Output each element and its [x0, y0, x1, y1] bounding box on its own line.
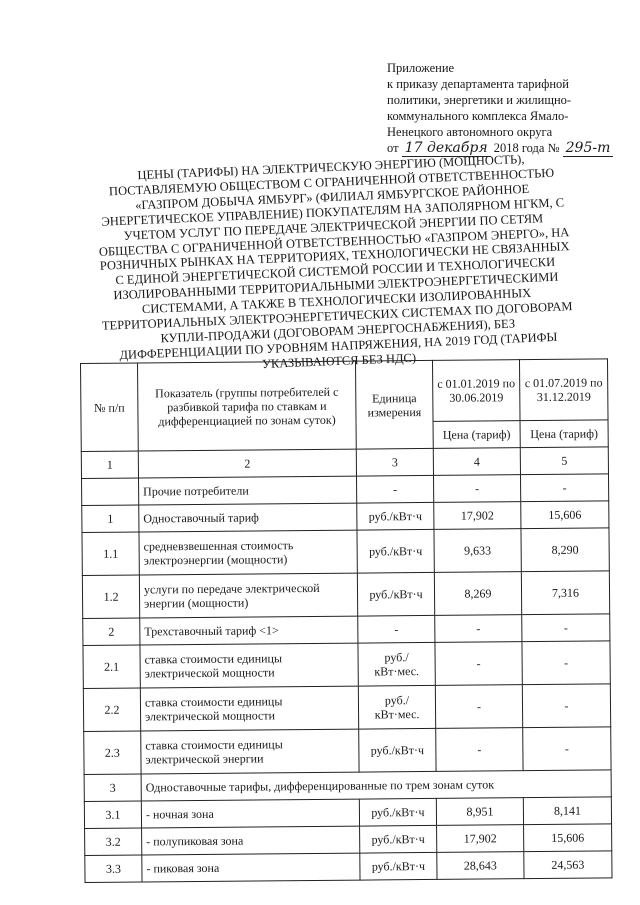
- row-value-h2: -: [522, 614, 610, 642]
- row-value-h1: -: [435, 615, 522, 643]
- table-row: [82, 571, 609, 619]
- row-num: 1.1: [82, 532, 139, 575]
- row-value-h2: 8,290: [521, 528, 609, 572]
- header-period1: с 01.01.2019 по 30.06.2019: [432, 360, 520, 422]
- row-num: [82, 478, 139, 505]
- table-row: [85, 851, 612, 883]
- colnum: 3: [356, 448, 433, 476]
- tariff-table: [80, 358, 613, 883]
- row-value-h1: -: [435, 685, 522, 729]
- row-indicator: ставка стоимости единицы электрической мощности: [140, 686, 358, 731]
- row-value-h2: -: [520, 474, 608, 502]
- row-value-h2: 15,606: [521, 501, 609, 529]
- row-unit: руб./кВт·ч: [357, 572, 434, 616]
- header-price1: Цена (тариф): [433, 421, 520, 449]
- row-num: 3.2: [85, 828, 142, 855]
- row-num: 2: [83, 618, 140, 645]
- row-indicator: - полупиковая зона: [142, 826, 360, 855]
- colnum: 1: [81, 451, 138, 478]
- row-num: 2.3: [84, 731, 141, 774]
- row-value-h2: -: [523, 727, 611, 771]
- row-unit: руб./кВт·ч: [357, 529, 434, 573]
- appendix-line: Ненецкого автономного округа: [387, 125, 553, 139]
- row-value-h2: 7,316: [521, 571, 609, 615]
- row-unit: руб./кВт·мес.: [358, 685, 435, 729]
- row-num: 3.1: [84, 801, 141, 828]
- row-value-h2: -: [522, 641, 610, 685]
- colnum: 4: [433, 448, 520, 476]
- row-indicator: - ночная зона: [141, 799, 359, 828]
- row-indicator: Трехставочный тариф <1>: [140, 616, 358, 645]
- colnum: 5: [520, 447, 608, 475]
- handwritten-date: 17 декабря: [402, 140, 491, 157]
- row-unit: руб./кВт·ч: [357, 502, 434, 530]
- document-title: ЦЕНЫ (ТАРИФЫ) НА ЭЛЕКТРИЧЕСКУЮ ЭНЕРГИЮ (МОЩНОСТЬ), ПОСТАВЛЯЕМУЮ ОБЩЕСТВОМ С ОГРАНИЧЕННОЙ ОТВЕТСТВЕННОСТЬЮ «ГАЗПРОМ ДОБЫЧА ЯМБУРГ» (ФИЛИАЛ ЯМБУРГСКОЕ РАЙОННОЕ ЭНЕРГЕТИЧЕСКОЕ УПРАВЛЕНИЕ) ПОКУПАТЕЛЯМ НА ЗАПОЛЯРНОМ НГКМ, С УЧЕТОМ УСЛУГ ПО ПЕРЕДАЧЕ ЭЛЕКТРИЧЕСКОЙ ЭНЕРГИИ ПО СЕТЯМ ОБЩЕСТВА С ОГРАНИЧЕННОЙ ОТВЕТСТВЕННОСТЬЮ «ГАЗПРОМ ЭНЕРГО», НА РОЗНИЧНЫХ РЫНКАХ НА ТЕРРИТОРИЯХ, ТЕХНОЛОГИЧЕСКИ НЕ СВЯЗАННЫХ С ЕДИНОЙ ЭНЕРГЕТИЧЕСКОЙ СИСТЕМОЙ РОССИИ И ТЕХНОЛОГИЧЕСКИ ИЗОЛИРОВАННЫМИ ТЕРРИТОРИАЛЬНЫМИ ЭЛЕКТРОЭНЕРГЕТИЧЕСКИМИ СИСТЕМАМИ, А ТАКЖЕ В ТЕХНОЛОГИЧЕСКИ ИЗОЛИРОВАННЫХ ТЕРРИТОРИАЛЬНЫХ ЭЛЕКТРОЭНЕРГЕТИЧЕСКИХ СИСТЕМАХ ПО ДОГОВОРАМ КУПЛИ-ПРОДАЖИ (ДОГОВОРАМ ЭНЕРГОСНАБЖЕНИЯ), БЕЗ ДИФФЕРЕНЦИАЦИИ ПО УРОВНЯМ НАПРЯЖЕНИЯ, НА 2019 ГОД (ТАРИФЫ УКАЗЫВАЮТСЯ БЕЗ НДС): [98, 151, 573, 371]
- row-value-h1: 9,633: [434, 529, 521, 573]
- row-num: 3: [84, 774, 141, 801]
- row-unit: руб./кВт·ч: [360, 825, 437, 853]
- row-indicator: - пиковая зона: [142, 853, 360, 882]
- table-row: [83, 684, 610, 732]
- row-unit: руб./кВт·ч: [360, 852, 437, 880]
- table-row: [82, 528, 609, 576]
- row-num: 1.2: [82, 575, 139, 618]
- row-indicator: ставка стоимости единицы электрической мощности: [140, 643, 358, 688]
- row-value-h1: 8,951: [436, 798, 523, 826]
- header-price2: Цена (тариф): [520, 420, 608, 448]
- handwritten-number: 295-т: [563, 140, 614, 157]
- row-indicator: ставка стоимости единицы электрической энергии: [141, 729, 359, 774]
- row-value-h1: -: [433, 475, 520, 503]
- row-num: 2.2: [83, 688, 140, 731]
- row-value-h2: 24,563: [524, 851, 612, 879]
- date-suffix: 2018 года №: [493, 141, 560, 155]
- row-value-h1: -: [435, 642, 522, 686]
- row-value-h1: 8,269: [434, 572, 521, 616]
- row-unit: руб./кВт·ч: [359, 728, 436, 772]
- appendix-block: [387, 60, 627, 156]
- appendix-line: коммунального комплекса Ямало-: [387, 109, 569, 123]
- row-indicator: Одноставочные тарифы, дифференцированные по трем зонам суток: [141, 770, 611, 801]
- row-indicator: Одноставочный тариф: [139, 503, 357, 532]
- row-unit: руб./кВт·ч: [359, 798, 436, 826]
- row-indicator: средневзвешенная стоимость электроэнергии (мощности): [139, 530, 357, 575]
- table-row: [84, 727, 611, 775]
- row-value-h2: 15,606: [524, 824, 612, 852]
- header-num: № п/п: [81, 363, 139, 451]
- row-num: 1: [82, 505, 139, 532]
- table-header-row: [81, 359, 609, 425]
- table-row: [83, 641, 610, 689]
- row-num: 2.1: [83, 645, 140, 688]
- row-unit: -: [358, 615, 435, 643]
- colnum: 2: [138, 449, 356, 478]
- row-num: 3.3: [85, 855, 142, 882]
- appendix-line: Приложение: [387, 61, 455, 75]
- appendix-line: политики, энергетики и жилищно-: [387, 93, 572, 107]
- date-prefix: от: [387, 141, 399, 155]
- row-value-h1: 17,902: [437, 825, 524, 853]
- row-indicator: Прочие потребители: [139, 476, 357, 505]
- row-unit: -: [356, 475, 433, 503]
- row-value-h1: 17,902: [434, 502, 521, 530]
- row-value-h2: 8,141: [523, 797, 611, 825]
- header-period2: с 01.07.2019 по 31.12.2019: [519, 359, 608, 421]
- row-indicator: услуги по передаче электрической энергии (мощности): [139, 573, 357, 618]
- row-value-h1: -: [436, 728, 523, 772]
- row-value-h2: -: [522, 684, 610, 728]
- appendix-line: к приказу департамента тарифной: [387, 77, 569, 91]
- row-value-h1: 28,643: [437, 852, 524, 880]
- header-indicator: Показатель (группы потребителей с разбивкой тарифа по ставкам и дифференциацией по зонам суток): [138, 361, 357, 451]
- header-unit: Единица измерения: [355, 360, 433, 449]
- row-unit: руб./кВт·мес.: [358, 642, 435, 686]
